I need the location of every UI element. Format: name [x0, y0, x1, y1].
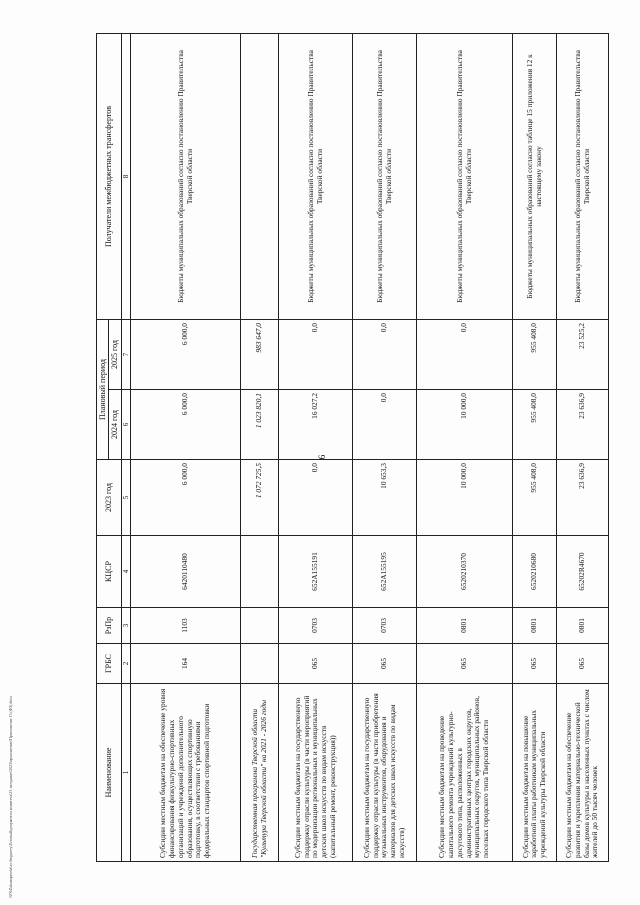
row-receiver: Бюджеты муниципальных образований согласно постановлению Правительства Тверской области: [417, 34, 513, 320]
row-rzpr: 0703: [353, 608, 417, 644]
row-2025: 983 647,0: [241, 320, 279, 390]
row-grbs: 164: [131, 644, 241, 684]
row-2023: 23 636,9: [557, 460, 609, 536]
row-grbs: 065: [557, 644, 609, 684]
row-rzpr: 1103: [131, 608, 241, 644]
row-grbs: 065: [279, 644, 353, 684]
row-grbs: [241, 644, 279, 684]
row-kcsr: 6420110480: [131, 536, 241, 608]
header-receivers: Получатели межбюджетных трансфертов: [97, 34, 122, 320]
row-2023: 10 000,0: [417, 460, 513, 536]
rotated-table-container: [96, 34, 600, 862]
row-2024: 6 000,0: [131, 390, 241, 460]
header-name: Наименование: [97, 684, 122, 862]
row-2024: 23 636,9: [557, 390, 609, 460]
row-2025: 0,0: [353, 320, 417, 390]
column-number-row: [121, 34, 130, 862]
table-row: [241, 34, 279, 862]
header-kcsr: КЦСР: [97, 536, 122, 608]
row-receiver: Бюджеты муниципальных образований согласно постановлению Правительства Тверской области: [131, 34, 241, 320]
table-row: [353, 34, 417, 862]
row-2025: 23 525,2: [557, 320, 609, 390]
row-2023: 0,0: [279, 460, 353, 536]
table-row: [131, 34, 241, 862]
row-kcsr: 6520210370: [417, 536, 513, 608]
row-2025: 0,0: [417, 320, 513, 390]
column-number: 3: [121, 608, 130, 644]
column-number: 6: [121, 390, 130, 460]
row-grbs: 065: [513, 644, 557, 684]
row-receiver: Бюджеты муниципальных образований согласно таблице 15 приложения 12 к настоящему закону: [513, 34, 557, 320]
row-grbs: 065: [417, 644, 513, 684]
row-kcsr: 65202R4670: [557, 536, 609, 608]
row-kcsr: 6520210680: [513, 536, 557, 608]
row-2025: 955 408,0: [513, 320, 557, 390]
row-2023: 6 000,0: [131, 460, 241, 536]
header-row-1: [97, 34, 109, 862]
row-kcsr: [241, 536, 279, 608]
page-number: 6: [317, 454, 327, 460]
header-grbs: ГРБС: [97, 644, 122, 684]
transfers-table: [96, 33, 609, 862]
column-number: 4: [121, 536, 130, 608]
header-plan-period: Плановый период: [97, 320, 109, 460]
row-rzpr: 0801: [557, 608, 609, 644]
row-name: Субсидии местным бюджетам на государственную поддержку отрасли культуры (в части приобретения музыкальных инструментов, оборудования и материалов для детских школ искусств по видам искусств): [353, 684, 417, 862]
row-2024: 16 027,2: [279, 390, 353, 460]
table-row: [513, 34, 557, 862]
row-receiver: [241, 34, 279, 320]
row-2025: 0,0: [279, 320, 353, 390]
header-2025: 2025 год: [109, 320, 121, 390]
row-2023: 955 408,0: [513, 460, 557, 536]
row-name: Государственная программа Тверской области "Культура Тверской области" на 2021 - 2026 годы: [241, 684, 279, 862]
table-row: [279, 34, 353, 862]
column-number: 8: [121, 34, 130, 320]
row-name: Субсидии местным бюджетам на государственную поддержку отрасли культуры (в части мероприятий по модернизации региональных и муниципальных детских школ искусств по видам искусств (капитальный ремонт, реконструкция)): [279, 684, 353, 862]
column-number: 1: [121, 684, 130, 862]
row-2024: 0,0: [353, 390, 417, 460]
row-name: Субсидии местным бюджетам на проведение капитального ремонта учреждений культурно-досугового типа, расположенных в административных центрах городских округов, муниципальных округов, муниципальных районов, поселках городского типа Тверской области: [417, 684, 513, 862]
header-rzpr: РзПр: [97, 608, 122, 644]
table-row: [417, 34, 513, 862]
file-path-footer: \\FS\Zakonoproekt\ло бюджету\Готовый\документы комитета\23 заседание\2023\приложение\Приложение 13 (ФЗ).docx: [8, 695, 13, 898]
row-2023: 1 072 725,5: [241, 460, 279, 536]
header-2023: 2023 год: [97, 460, 122, 536]
row-grbs: 065: [353, 644, 417, 684]
row-2023: 10 653,3: [353, 460, 417, 536]
row-receiver: Бюджеты муниципальных образований согласно постановлению Правительства Тверской области: [279, 34, 353, 320]
row-2025: 6 000,0: [131, 320, 241, 390]
row-receiver: Бюджеты муниципальных образований согласно постановлению Правительства Тверской области: [353, 34, 417, 320]
row-rzpr: 0703: [279, 608, 353, 644]
column-number: 2: [121, 644, 130, 684]
header-2024: 2024 год: [109, 390, 121, 460]
row-name: Субсидии местным бюджетам на обеспечение уровня финансирования физкультурно-спортивных организаций и учреждений дополнительного образования, осуществляющих спортивную подготовку, в соответствии с требованиями федеральных стандартов спортивной подготовки: [131, 684, 241, 862]
row-name: Субсидии местным бюджетам на обеспечение развития и укрепления материально-технической базы домов культуры в населенных пунктах с числом жителей до 50 тысяч человек: [557, 684, 609, 862]
row-kcsr: 652A155191: [279, 536, 353, 608]
row-2024: 955 408,0: [513, 390, 557, 460]
row-receiver: Бюджеты муниципальных образований согласно постановлению Правительства Тверской области: [557, 34, 609, 320]
row-rzpr: 0801: [513, 608, 557, 644]
row-rzpr: 0801: [417, 608, 513, 644]
table-row: [557, 34, 609, 862]
column-number: 5: [121, 460, 130, 536]
row-2024: 10 000,0: [417, 390, 513, 460]
row-kcsr: 652A155195: [353, 536, 417, 608]
row-2024: 1 023 820,1: [241, 390, 279, 460]
row-name: Субсидии местным бюджетам на повышение заработной платы работникам муниципальных учреждений культуры Тверской области: [513, 684, 557, 862]
column-number: 7: [121, 320, 130, 390]
row-rzpr: [241, 608, 279, 644]
